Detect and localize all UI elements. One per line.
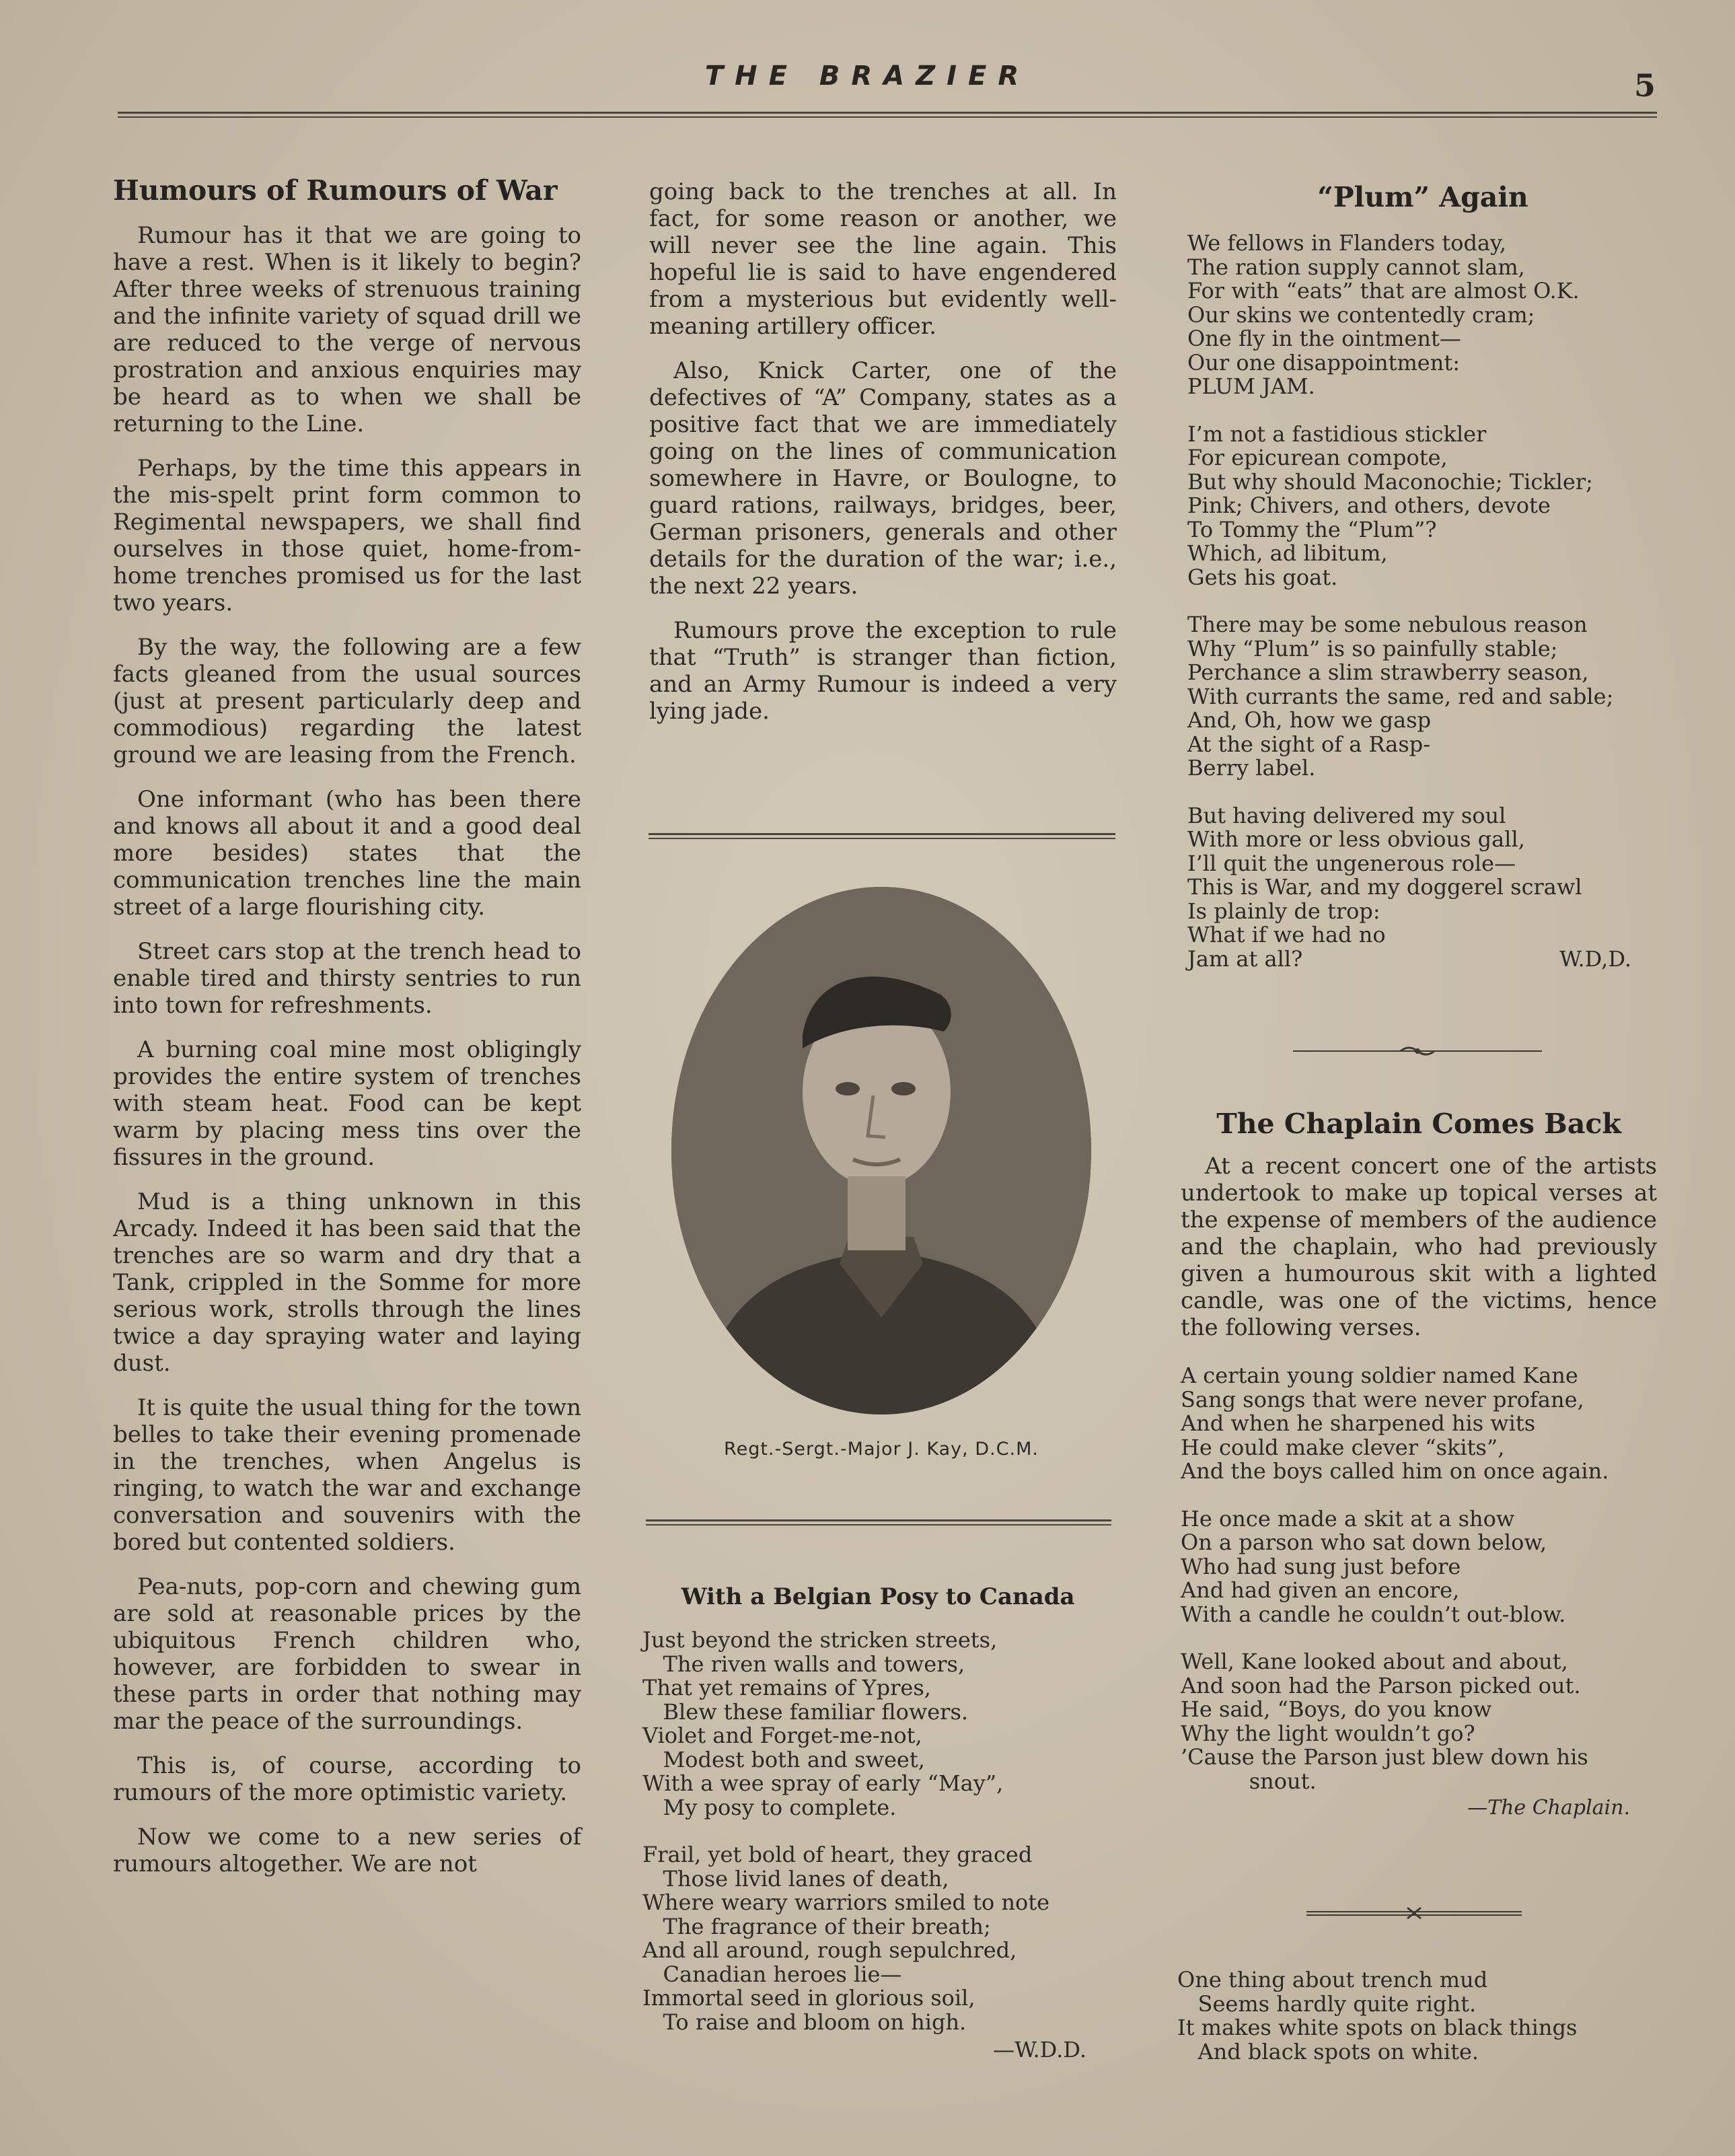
section-rule <box>649 833 1115 839</box>
poem-line: It makes white spots on black things <box>1177 2015 1578 2040</box>
article-title: Humours of Rumours of War <box>113 174 558 207</box>
poem-title: With a Belgian Posy to Canada <box>681 1583 1075 1610</box>
poem-line: Is plainly de trop: <box>1187 898 1380 924</box>
paragraph: One informant (who has been there and knows all about it and a good deal more besides) states that the communication trenches line the main street of a large flourishing city. <box>113 786 581 921</box>
poem-line: And had given an encore, <box>1181 1577 1460 1603</box>
poem-line: A certain young soldier named Kane <box>1181 1363 1578 1388</box>
poem-line: Sang songs that were never profane, <box>1181 1386 1584 1412</box>
soldier-portrait-image <box>671 887 1091 1414</box>
poem-line: We fellows in Flanders today, <box>1187 230 1507 256</box>
poem-line: To Tommy the “Plum”? <box>1187 516 1437 542</box>
poem-line: But having delivered my soul <box>1187 802 1506 828</box>
poem-line: Immortal seed in glorious soil, <box>642 1985 975 2011</box>
paragraph: Pea-nuts, pop-corn and chewing gum are sold at reasonable prices by the ubiquitous French children who, however, are forbidden to swear in these parts in order that nothing may mar the peace of the surroundings. <box>113 1573 581 1735</box>
article-title: The Chaplain Comes Back <box>1216 1108 1621 1140</box>
ornament-divider <box>1306 1906 1522 1920</box>
article-chaplain-comes-back <box>1181 1107 1657 1820</box>
poem-line: On a parson who sat down below, <box>1181 1530 1547 1555</box>
poem-line: With a candle he couldn’t out-blow. <box>1181 1601 1566 1627</box>
masthead-title: THE BRAZIER <box>704 61 1031 92</box>
poem-line: Why “Plum” is so painfully stable; <box>1187 635 1558 661</box>
poem-line: He could make clever “skits”, <box>1181 1434 1505 1460</box>
poem-line: Our skins we contentedly cram; <box>1187 301 1535 328</box>
article-humours-of-rumours <box>113 174 581 1895</box>
poem-line: Our one disappointment: <box>1187 349 1460 375</box>
poem-line: Which, ad libitum, <box>1187 540 1388 566</box>
paragraph: Perhaps, by the time this appears in the mis-spelt print form common to Regimental newspapers, we shall find ourselves in those quiet, home-from-home trenches promised us for the last two years. <box>113 455 581 616</box>
poem-stanza <box>642 1628 1113 1820</box>
poem-line: Perchance a slim strawberry season, <box>1187 659 1589 685</box>
poem-body <box>642 1628 1113 2062</box>
paragraph: At a recent concert one of the artists undertook to make up topical verses at the expense of members of the audience and the chaplain, who had previously given a humourous skit with a lighted candle, was one of the victims, hence the following verses. <box>1181 1153 1657 1341</box>
poem-line: The ration supply cannot slam, <box>1187 254 1525 280</box>
poem-stanza <box>1187 231 1658 399</box>
article-continued <box>649 178 1117 742</box>
poem-belgian-posy <box>642 1580 1113 2062</box>
poem-line: Where weary warriors smiled to note <box>642 1890 1050 1915</box>
poem-line: And soon had the Parson picked out. <box>1181 1672 1581 1698</box>
poem-signature: —The Chaplain. <box>1467 1796 1630 1820</box>
poem-line: Frail, yet bold of heart, they graced <box>642 1842 1033 1867</box>
poem-line: Those livid lanes of death, <box>642 1865 949 1892</box>
article-body <box>1181 1153 1657 1341</box>
paragraph: Mud is a thing unknown in this Arcady. Indeed it has been said that the trenches are so warm and dry that a Tank, crippled in the Somme for more serious work, strolls through the lines twice a day spraying water and laying dust. <box>113 1188 581 1377</box>
poem-body <box>1187 231 1658 971</box>
portrait-photo <box>671 887 1091 1414</box>
poem-line: For epicurean compote, <box>1187 445 1448 470</box>
poem-stanza <box>1181 1507 1657 1627</box>
paragraph: Also, Knick Carter, one of the defectives of “A” Company, states as a positive fact that we are immediately going on the lines of communication somewhere in Havre, or Boulogne, to guard rations, railways, bridges, beer, German prisoners, generals and other details for the duration of the war; i.e., the next 22 years. <box>649 357 1117 600</box>
paragraph: By the way, the following are a few facts gleaned from the usual sources (just at present particularly deep and commodious) regarding the latest ground we are leasing from the French. <box>113 634 581 768</box>
paragraph: Rumours prove the exception to rule that “Truth” is stranger than fiction, and an Army Rumour is indeed a very lying jade. <box>649 617 1117 725</box>
paragraph: It is quite the usual thing for the town belles to take their evening promenade in the trenches, when Angelus is ringing, to watch the war and exchange conversation and souvenirs with the bored but contented soldiers. <box>113 1394 581 1556</box>
poem-line: And, Oh, how we gasp <box>1187 707 1432 733</box>
poem-line: My posy to complete. <box>642 1794 897 1820</box>
poem-line: And when he sharpened his wits <box>1181 1410 1536 1436</box>
poem-line: Jam at all? <box>1187 945 1303 972</box>
poem-line: Canadian heroes lie— <box>642 1961 902 1987</box>
poem-line: He once made a skit at a show <box>1181 1505 1515 1532</box>
ornament-divider <box>1293 1044 1542 1058</box>
poem-plum-again <box>1187 180 1658 971</box>
poem-line: Modest both and sweet, <box>642 1746 925 1772</box>
poem-stanza <box>642 1843 1113 2034</box>
poem-line: With a wee spray of early “May”, <box>642 1770 1004 1796</box>
poem-line: One fly in the ointment— <box>1187 326 1461 351</box>
poem-line: What if we had no <box>1187 922 1386 947</box>
paragraph: Now we come to a new series of rumours altogether. We are not <box>113 1824 581 1877</box>
poem-line: With more or less obvious gall, <box>1187 826 1525 852</box>
paragraph: going back to the trenches at all. In fact, for some reason or another, we will never see the line again. This hopeful lie is said to have engendered from a mysterious but evidently well-meaning artillery officer. <box>649 178 1117 340</box>
poem-title: “Plum” Again <box>1317 181 1528 213</box>
paragraph: Rumour has it that we are going to have a rest. When is it likely to begin? After three weeks of strenuous training and the infinite variety of squad drill we are reduced to the verge of nervous prostration and anxious enquiries may be heard as to when we shall be returning to the Line. <box>113 222 581 437</box>
trench-mud-verse <box>1177 1968 1648 2064</box>
poem-line: One thing about trench mud <box>1177 1967 1488 1992</box>
paragraph: A burning coal mine most obligingly provides the entire system of trenches with steam heat. Food can be kept warm by placing mess tins over the fissures in the ground. <box>113 1036 581 1171</box>
poem-line: Berry label. <box>1187 755 1316 781</box>
poem-line: The riven walls and towers, <box>642 1651 965 1677</box>
poem-line: And the boys called him on once again. <box>1181 1458 1609 1484</box>
header-rule <box>118 112 1657 118</box>
poem-line: Seems hardly quite right. <box>1177 1990 1477 2017</box>
poem-line: I’ll quit the ungenerous role— <box>1187 850 1516 876</box>
poem-line: With currants the same, red and sable; <box>1187 683 1614 709</box>
poem-line: Well, Kane looked about and about, <box>1181 1649 1568 1674</box>
poem-line: Why the light wouldn’t go? <box>1181 1720 1475 1746</box>
poem-line: This is War, and my doggerel scrawl <box>1187 874 1582 900</box>
poem-stanza <box>1187 613 1658 781</box>
article-body <box>113 222 581 1877</box>
poem-line: Just beyond the stricken streets, <box>642 1627 998 1653</box>
poem-line: There may be some nebulous reason <box>1187 612 1588 637</box>
poem-stanza <box>1187 423 1658 590</box>
poem-line: To raise and bloom on high. <box>642 2009 967 2035</box>
poem-signature: W.D,D. <box>1559 945 1631 972</box>
poem-line: That yet remains of Ypres, <box>642 1675 931 1700</box>
poem-signature: —W.D.D. <box>993 2037 1086 2062</box>
poem-line: The fragrance of their breath; <box>642 1913 991 1939</box>
poem-line: Blew these familiar flowers. <box>642 1698 969 1725</box>
page-number: 5 <box>1633 67 1656 104</box>
poem-line: Who had sung just before <box>1181 1553 1461 1579</box>
paragraph: This is, of course, according to rumours of the more optimistic variety. <box>113 1752 581 1806</box>
limerick-body <box>1181 1364 1657 1820</box>
poem-line: snout. <box>1181 1768 1317 1794</box>
poem-line: PLUM JAM. <box>1187 373 1315 399</box>
poem-line: But why should Maconochie; Tickler; <box>1187 468 1593 495</box>
poem-line: I’m not a fastidious stickler <box>1187 421 1487 447</box>
poem-line: For with “eats” that are almost O.K. <box>1187 278 1580 303</box>
poem-line: Pink; Chivers, and others, devote <box>1187 493 1551 518</box>
paragraph: Street cars stop at the trench head to enable tired and thirsty sentries to run into town for refreshments. <box>113 938 581 1019</box>
poem-stanza <box>1187 804 1658 972</box>
poem-line: And all around, rough sepulchred, <box>642 1937 1017 1963</box>
poem-stanza <box>1181 1650 1657 1793</box>
poem-line: Violet and Forget-me-not, <box>642 1723 922 1748</box>
poem-line: At the sight of a Rasp- <box>1187 731 1431 757</box>
poem-line: ’Cause the Parson just blew down his <box>1181 1744 1588 1770</box>
poem-stanza <box>1181 1364 1657 1484</box>
poem-line: And black spots on white. <box>1177 2038 1479 2064</box>
photo-caption: Regt.-Sergt.-Major J. Kay, D.C.M. <box>724 1439 1039 1460</box>
section-rule <box>646 1519 1111 1525</box>
poem-line: He said, “Boys, do you know <box>1181 1696 1492 1722</box>
poem-line: Gets his goat. <box>1187 564 1338 590</box>
